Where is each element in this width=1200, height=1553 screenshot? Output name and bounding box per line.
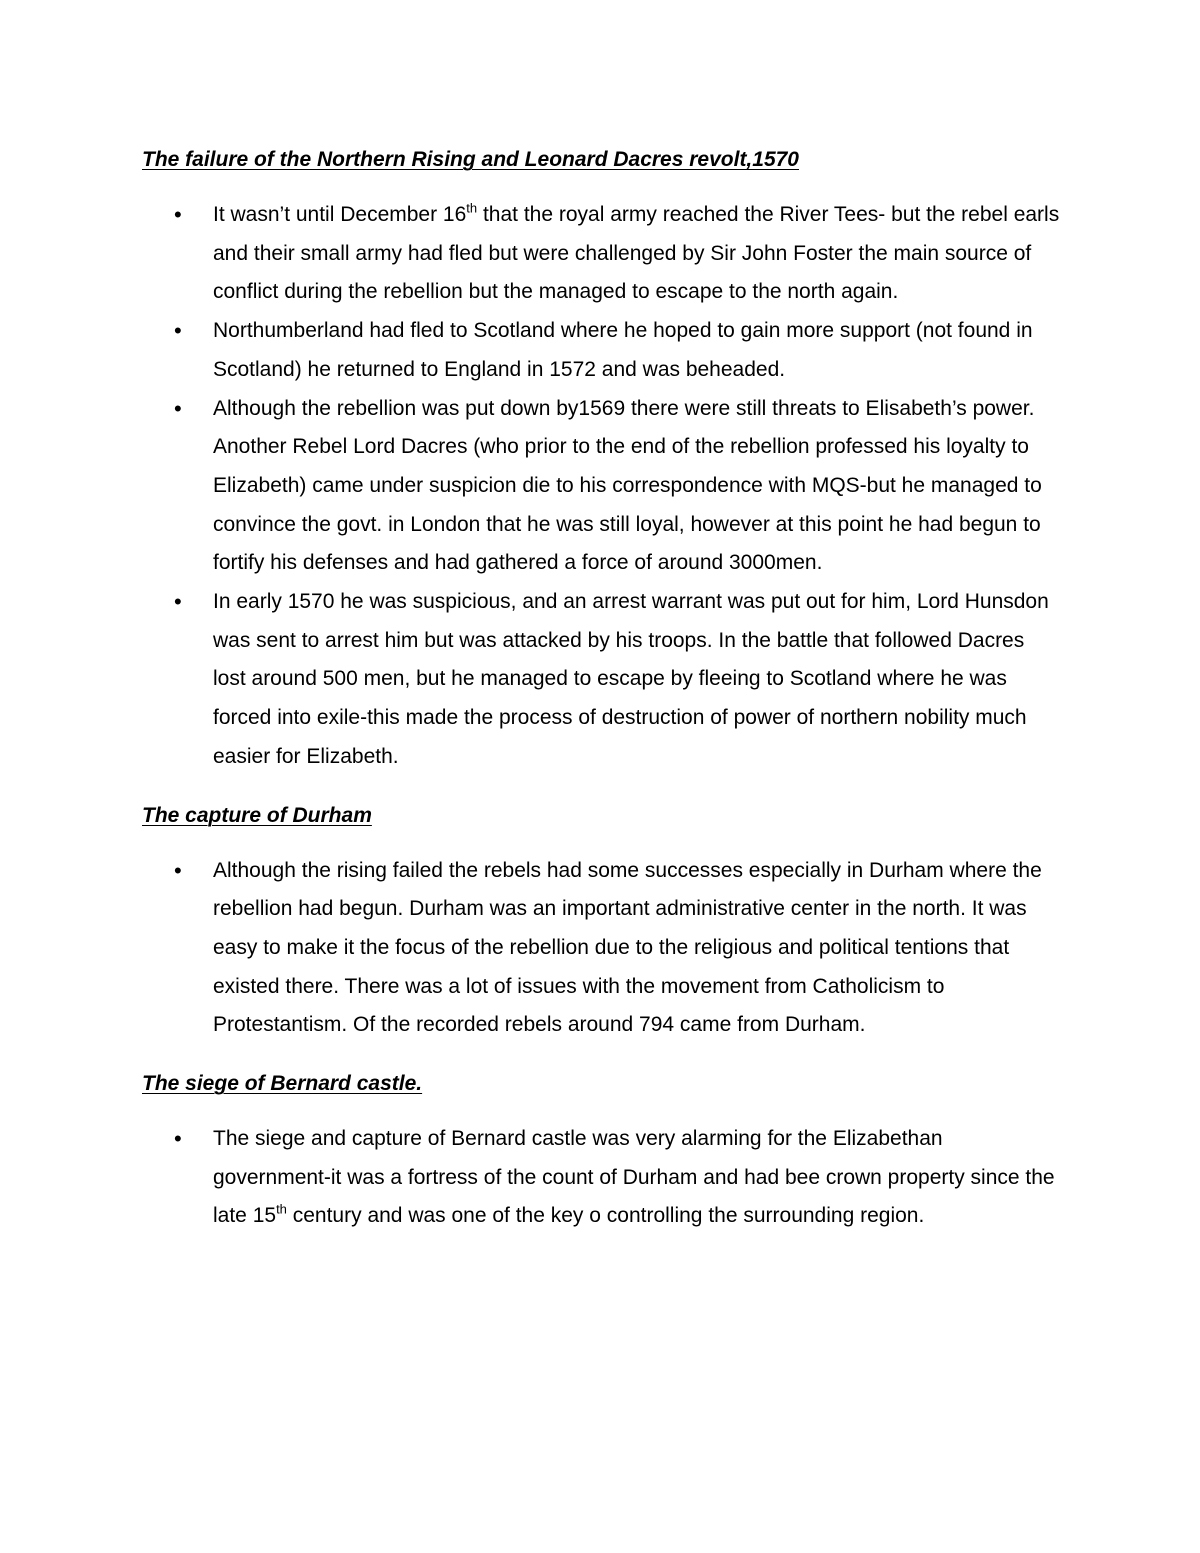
bullet-icon: • (174, 202, 182, 227)
section-heading: The capture of Durham (142, 803, 372, 827)
bullet-item (142, 312, 1062, 389)
bullet-text: Although the rising failed the rebels had some successes especially in Durham where the rebellion had begun. Durham was an important administrative center in the north. It was easy to make it the focus of the rebellion due to the religious and political tentions that existed there. There was a lot of issues with the movement from Catholicism to Protestantism. Of the recorded rebels around 794 came from Durham. (213, 858, 1048, 1037)
section-heading: The siege of Bernard castle. (142, 1072, 423, 1096)
bullet-text-continued: century and was one of the key o controlling the surrounding region. (286, 1204, 925, 1228)
bullet-text: The siege and capture of Bernard castle was very alarming for the Elizabethan government-it was a fortress of the count of Durham and had bee crown property since the late 15 (213, 1127, 1061, 1228)
bullet-list (142, 196, 1066, 777)
bullet-text: Northumberland had fled to Scotland where he hoped to gain more support (not found in Scotland) he returned to England in 1572 and was beheaded. (213, 319, 1039, 381)
bullet-list (142, 1120, 1062, 1236)
superscript-text: th (466, 200, 478, 216)
bullet-item (142, 390, 1062, 584)
bullet-text: It wasn’t until December 16 (213, 203, 467, 226)
bullet-icon: • (174, 318, 182, 344)
bullet-icon: • (174, 857, 182, 883)
superscript-text: th (276, 1202, 287, 1218)
bullet-icon: • (174, 1126, 182, 1152)
bullet-icon: • (174, 395, 182, 421)
bullet-text: In early 1570 he was suspicious, and an arrest warrant was put out for him, Lord Hunsdon was sent to arrest him but was attacked by his troops. In the battle that followed Dacres lost around 500 men, but he managed to escape by fleeing to Scotland where he was forced into exile-this made the process of destruction of power of northern nobility much easier for Elizabeth. (213, 590, 1055, 768)
bullet-icon: • (174, 589, 182, 615)
bullet-item (142, 1120, 1062, 1236)
bullet-item (142, 196, 1066, 312)
bullet-item (142, 583, 1062, 777)
bullet-text-continued: that the royal army reached the River Tees- but the rebel earls and their small army had fled but were challenged by Sir John Foster the main source of conflict during the rebellion but the managed to escape to the north again. (213, 203, 1066, 304)
bullet-list (142, 852, 1062, 1046)
document-body (142, 140, 1066, 1255)
section-heading: The failure of the Northern Rising and Leonard Dacres revolt,1570 (142, 148, 799, 171)
bullet-text: Although the rebellion was put down by1569 there were still threats to Elisabeth’s power. Another Rebel Lord Dacres (who prior to the end of the rebellion professed his loyalty to Elizabeth) came under suspicion die to his correspondence with MQS-but he managed to convince the govt. in London that he was still loyal, however at this point he had begun to fortify his defenses and had gathered a force of around 3000men. (213, 396, 1048, 575)
bullet-item (142, 852, 1062, 1046)
